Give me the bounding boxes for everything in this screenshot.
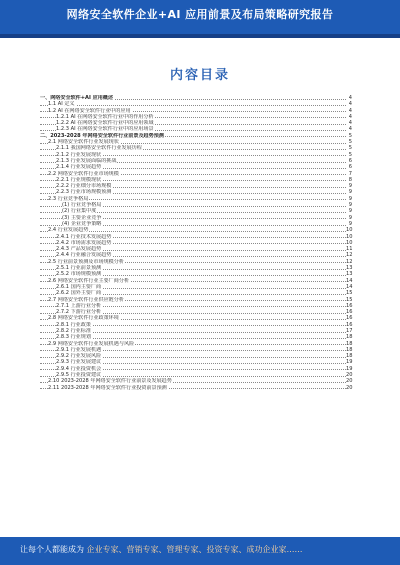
toc-entry-title: (3) 主要企业竞争 (62, 214, 102, 221)
toc-entry-title: 2.6.1 国内主要厂商 (56, 283, 102, 290)
toc-entry-page: 20 (346, 372, 353, 379)
report-title: 网络安全软件企业+AI 应用前景及布局策略研究报告 (66, 8, 334, 21)
toc-entry-title: 2.1 网络安全软件行业发展现状 (48, 139, 119, 146)
toc-entry-page: 4 (346, 126, 352, 132)
toc-entry-title: 1.2.1 AI 在网络安全软件行业中的作用分析 (56, 113, 154, 120)
footer-slogan-roles: 企业专家、营销专家、管理专家、投资专家、成功企业家…… (86, 545, 303, 554)
toc-entry-page: 20 (346, 384, 353, 391)
toc-entry-page: 4 (346, 95, 352, 101)
toc-entry-page: 20 (346, 378, 353, 385)
toc-entry-title: 1.2.2 AI 在网络安全软件行业中的应用领域 (56, 120, 154, 127)
toc-entry-page: 10 (346, 227, 353, 234)
toc-entry-title: 1.2 AI 在网络安全软件行业中的应用 (48, 107, 131, 114)
toc-entry-title: 2.6 网络安全软件行业主要厂商分析 (48, 277, 130, 284)
toc-entry-title: 2.2 网络安全软件行业市场规模 (48, 170, 119, 177)
toc-entry-page: 9 (346, 208, 352, 214)
toc-entry-title: 2.1.1 我国网络安全软件行业发展历程 (56, 145, 142, 152)
toc-entry-page: 18 (346, 346, 353, 353)
toc-entry-title: 2.1.4 行业发展趋势 (56, 164, 102, 171)
toc-entry-title: 2.9.3 行业发展建议 (56, 359, 102, 366)
toc-entry-title: 2.11 2023-2028 年网络安全软件行业投资前景预测 (48, 384, 167, 391)
toc-entry-title: 2.8.1 行业政策 (56, 321, 91, 328)
toc-entry-title: (1) 行业竞争格局 (62, 202, 102, 209)
toc-entry-page: 6 (346, 164, 352, 170)
toc-entry-page: 5 (346, 152, 352, 158)
toc-entry-title: 2.10 2023-2028 年网络安全软件行业前景及发展趋势 (48, 378, 172, 385)
toc-entry-title: 2.5 行业前景预测及市场规模分析 (48, 258, 124, 265)
toc-entry-title: 2.4.2 市场需求发展趋势 (56, 239, 112, 246)
toc-entry-page: 12 (346, 252, 353, 259)
toc-entry-page: 16 (346, 309, 353, 316)
toc-entry-page: 17 (346, 327, 353, 334)
table-of-contents (40, 95, 352, 391)
toc-entry-title: 2.2.1 行业规模现状 (56, 176, 102, 183)
toc-entry-page: 13 (346, 265, 353, 272)
toc-entry-page: 9 (346, 196, 352, 202)
toc-entry-page: 5 (346, 139, 352, 145)
footer-bar (0, 537, 400, 565)
toc-entry-title: 2.9 网络安全软件行业发展机遇与风险 (48, 340, 135, 347)
toc-entry-title: 1.1 AI 定义 (48, 101, 75, 108)
toc-entry-page: 18 (346, 334, 353, 341)
toc-entry-title: 2.2.2 行业细分市场规模 (56, 183, 112, 190)
toc-entry-page: 9 (346, 215, 352, 221)
toc-entry-page: 18 (346, 340, 353, 347)
toc-entry-title: 2.9.1 行业发展机遇 (56, 346, 102, 353)
toc-entry-page: 19 (346, 359, 353, 366)
toc-entry-page: 4 (346, 114, 352, 120)
toc-heading: 内容目录 (169, 68, 230, 83)
toc-entry-title: 2.4.1 行业技术发展趋势 (56, 233, 112, 240)
toc-entry-page: 9 (346, 183, 352, 189)
toc-entry-page: 16 (346, 321, 353, 328)
toc-entry-page: 5 (346, 133, 352, 139)
toc-entry-title: 2.8 网络安全软件行业政策环境 (48, 315, 119, 322)
toc-entry-page: 10 (346, 239, 353, 246)
toc-entry-page: 16 (346, 302, 353, 309)
toc-entry-page: 4 (346, 101, 352, 107)
toc-entry-page: 15 (346, 296, 353, 303)
toc-entry-page: 13 (346, 271, 353, 278)
toc-entry-title: 2.8.3 行业规划 (56, 334, 91, 341)
toc-entry-page: 9 (346, 202, 352, 208)
toc-entry-title: 2.2.3 行业市场规模预测 (56, 189, 112, 196)
toc-entry-title: 2.6.2 国外主要厂商 (56, 290, 102, 297)
toc-entry-page: 9 (346, 221, 352, 227)
toc-entry-title: 2.4 行业发展趋势 (48, 227, 89, 234)
toc-entry-page: 14 (346, 277, 353, 284)
toc-entry-title: 2.9.2 行业发展风险 (56, 353, 102, 360)
toc-entry-title: 2.5.1 行业前景预测 (56, 265, 102, 272)
toc-entry-page: 18 (346, 353, 353, 360)
toc-leader-dots (40, 105, 346, 106)
toc-entry-page: 12 (346, 258, 353, 265)
toc-entry-title: 2.1.3 行业发展面临的挑战 (56, 157, 117, 164)
toc-entry-page: 10 (346, 233, 353, 240)
toc-entry-page: 9 (346, 189, 352, 195)
toc-entry-title: 2.4.3 产品发展趋势 (56, 246, 102, 253)
toc-entry-page: 6 (346, 158, 352, 164)
toc-entry-title: 2.1.2 行业发展现状 (56, 151, 102, 158)
toc-entry-title: 2.3 行业竞争格局 (48, 195, 89, 202)
toc-entry-title: 2.7.2 下游行业分析 (56, 309, 102, 316)
toc-entry-page: 4 (346, 108, 352, 114)
toc-entry-title: 2.9.5 行业投资建议 (56, 372, 102, 379)
toc-entry-page: 14 (346, 283, 353, 290)
toc-entry-title: 2.8.2 行业标准 (56, 327, 91, 334)
toc-entry-title: 2.7.1 上游行业分析 (56, 302, 102, 309)
toc-entry-page: 19 (346, 365, 353, 372)
toc-entry[interactable] (40, 385, 352, 391)
toc-entry-page: 11 (346, 246, 353, 253)
toc-entry-title: 1.2.3 AI 在网络安全软件行业中的应用场景 (56, 126, 154, 133)
toc-entry-title: (4) 企业竞争策略 (62, 220, 102, 227)
toc-entry-title: (2) 行业集中度 (62, 208, 97, 215)
footer-slogan-lead: 让每个人都能成为 (20, 545, 84, 554)
toc-entry-title: 2.9.4 行业投资机会 (56, 365, 102, 372)
toc-entry-title: 2.5.2 市场规模预测 (56, 271, 102, 278)
toc-entry-title: 二、2023-2028 年网络安全软件行业前景及趋势预测 (40, 132, 164, 139)
toc-entry-page: 7 (346, 171, 352, 177)
toc-entry-title: 2.7 网络安全软件行业供应链分析 (48, 296, 124, 303)
header-accent-strip (0, 34, 400, 38)
toc-entry-page: 5 (346, 145, 352, 151)
toc-entry-page: 16 (346, 315, 353, 322)
toc-entry-page: 15 (346, 290, 353, 297)
toc-entry-page: 8 (346, 177, 352, 183)
toc-entry-title: 一、网络安全软件+AI 应用概述 (40, 95, 114, 101)
footer-slogan (20, 544, 303, 555)
toc-entry-page: 4 (346, 120, 352, 126)
toc-entry-title: 2.4.4 行业融合发展趋势 (56, 252, 112, 259)
